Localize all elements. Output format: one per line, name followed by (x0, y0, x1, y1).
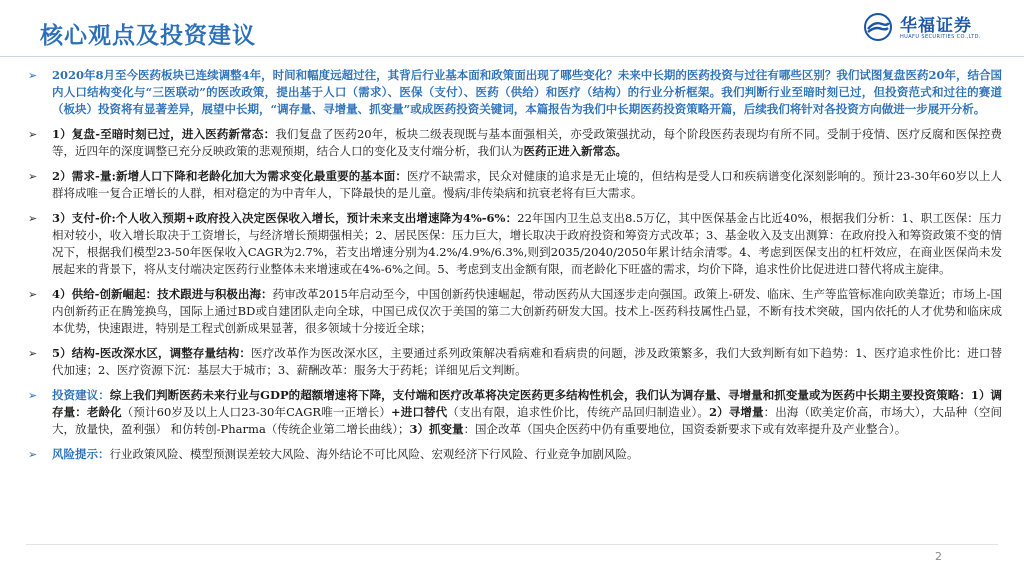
footer-divider (26, 544, 998, 545)
item-lead: 2）需求-量:新增人口下降和老龄化加大为需求变化最重要的基本面： (52, 169, 407, 183)
item-lead: 5）结构-医改深水区，调整存量结构： (52, 346, 251, 360)
company-logo (864, 9, 998, 45)
item-lead: 3）支付-价:个人收入预期+政府投入决定医保收入增长，预计未来支出增速降为4%-6%： (52, 211, 518, 225)
list-item-review (26, 126, 1002, 160)
item-text: 行业政策风险、模型预测误差较大风险、海外结论不可比风险、宏观经济下行风险、行业竞争加剧风险。 (109, 447, 639, 461)
item-bold-2: +进口替代 (390, 405, 448, 419)
arrow-bullet-icon: ➢ (28, 69, 38, 82)
item-bold-text: 综上我们判断医药未来行业与GDP的超额增速将下降，支付端和医疗改革将决定医药更多结构性机会，我们认为调存量、寻增量和抓变量或为医药中长期主要投资策略：1）调存量：老龄化 (52, 388, 1003, 419)
item-text: 医疗改革作为医改深水区，主要通过系列政策解决看病难和看病贵的问题，涉及政策繁多，我们大致判断有如下趋势：1、医疗追求性价比：进口替代加速；2、医疗资源下沉：基层大于城市；3、薪酬改革：服务大于药耗；详细见后文判断。 (52, 346, 1002, 377)
item-text: 医疗不缺需求，民众对健康的追求是无止境的，但结构是受人口和疾病谱变化深刻影响的。预计23-30年60岁以上人群将成唯一复合正增长的人群，相对稳定的为中青年人，下降最快的是儿童。慢病/非传染病和抗衰老将有巨大需求。 (52, 169, 1002, 200)
list-item-supply (26, 286, 1002, 337)
list-item-payment (26, 210, 1002, 278)
list-item-structure (26, 345, 1002, 379)
item-text: 22年国内卫生总支出8.5万亿，其中医保基金占比近40%，根据我们分析：1、职工医保：压力相对较小，收入增长取决于工资增长，与经济增长预期强相关；2、居民医保：压力巨大，增长取决于政府投资和筹资方式改革；3、基金收入及支出测算：在政府投入和筹资政策不变的情况下，根据我们模型23-50年医保收入CAGR为2.7%，若支出增速分别为4.2%/4.9%/6.3%,则到2035/2040/2050年累计结余清零。4、考虑到医保支出的杠杆效应，在商业医保尚未发展起来的背景下，将从支付端决定医药行业整体未来增速或在4%-6%之间。5、考虑到支出金额有限，而老龄化下旺盛的需求，均价下降，追求性价比促进进口替代将成主旋律。 (52, 211, 1002, 276)
arrow-bullet-icon: ➢ (28, 212, 38, 225)
item-text: （预计60岁及以上人口23-30年CAGR唯一正增长） (121, 405, 391, 419)
item-text: 我们复盘了医药20年，板块二级表现既与基本面强相关，亦受政策强扰动，每个阶段医药表现均有所不同。受制于疫情、医疗反腐和医保控费等，近四年的深度调整已充分反映政策的悲观预期，结合人口的变化及支付端分析，我们认为 (52, 127, 1002, 158)
item-text-2: （支出有限，追求性价比，传统产品回归制造业）。 (447, 405, 710, 419)
item-bold-4: 3）抓变量 (409, 422, 464, 436)
item-text: 药审改革2015年启动至今，中国创新药快速崛起，带动医药从大国逐步走向强国。政策上-研发、临床、生产等监管标准向欧美靠近；市场上-国内创新药正在腾笼换鸟，国际上通过BD或自建团队走向全球，中国已成仅次于美国的第二大创新药研发大国。技术上-医药科技属性凸显，不断有技术突破，国内依托的人才优势和临床成本优势，快速跟进，特别是工程式创新成果显著，很多领域十分接近全球； (52, 287, 1003, 335)
intro-text: 2020年8月至今医药板块已连续调整4年，时间和幅度远超过往，其背后行业基本面和政策面出现了哪些变化？未来中长期的医药投资与过往有哪些区别？我们试图复盘医药20年，结合国内人口结构变化与“三医联动”的医改政策，提出基于人口（需求）、医保（支付）、医药（供给）和医疗（结构）的行业分析框架。我们判断行业至暗时刻已过，但投资范式和过往的赛道（板块）投资将有显著差异，展望中长期，“调存量、寻增量、抓变量”或成医药投资关键词，本篇报告为我们中长期医药投资策略开篇，后续我们将针对各投资方向做进一步展开分析。 (52, 68, 1002, 116)
item-lead: 4）供给-创新崛起：技术跟进与积极出海： (52, 287, 273, 301)
item-text-4: ：国企改革（国央企医药中仍有重要地位，国资委新要求下或有效率提升及产业整合）。 (463, 422, 907, 436)
list-item-investment-advice (26, 387, 1002, 438)
item-tail: 医药正进入新常态。 (523, 144, 627, 158)
item-lead: 投资建议： (52, 388, 110, 402)
arrow-bullet-icon: ➢ (28, 347, 38, 360)
content-list (26, 67, 1002, 471)
arrow-bullet-icon: ➢ (28, 448, 38, 461)
arrow-bullet-icon: ➢ (28, 170, 38, 183)
list-item-risk (26, 446, 1002, 463)
item-bold-3: 2）寻增量 (709, 405, 764, 419)
arrow-bullet-icon: ➢ (28, 288, 38, 301)
list-item-demand (26, 168, 1002, 202)
title-divider (0, 56, 1024, 57)
page-title: 核心观点及投资建议 (40, 23, 256, 49)
logo-subtitle: HUAFU SECURITIES CO.,LTD. (900, 34, 981, 40)
item-text-3: ：出海（欧美定价高，市场大），大品种（空间大，放量快，盈利强） 和仿转创-Pharma（传统企业第二增长曲线）； (52, 405, 1003, 436)
arrow-bullet-icon: ➢ (28, 128, 38, 141)
list-item-intro (26, 67, 1002, 118)
page-number: 2 (935, 550, 942, 563)
logo-emblem-icon (864, 13, 892, 41)
arrow-bullet-icon: ➢ (28, 389, 38, 402)
item-lead: 1）复盘-至暗时刻已过，进入医药新常态： (52, 127, 276, 141)
logo-name: 华福证券 (900, 16, 972, 36)
item-lead: 风险提示： (52, 447, 110, 461)
